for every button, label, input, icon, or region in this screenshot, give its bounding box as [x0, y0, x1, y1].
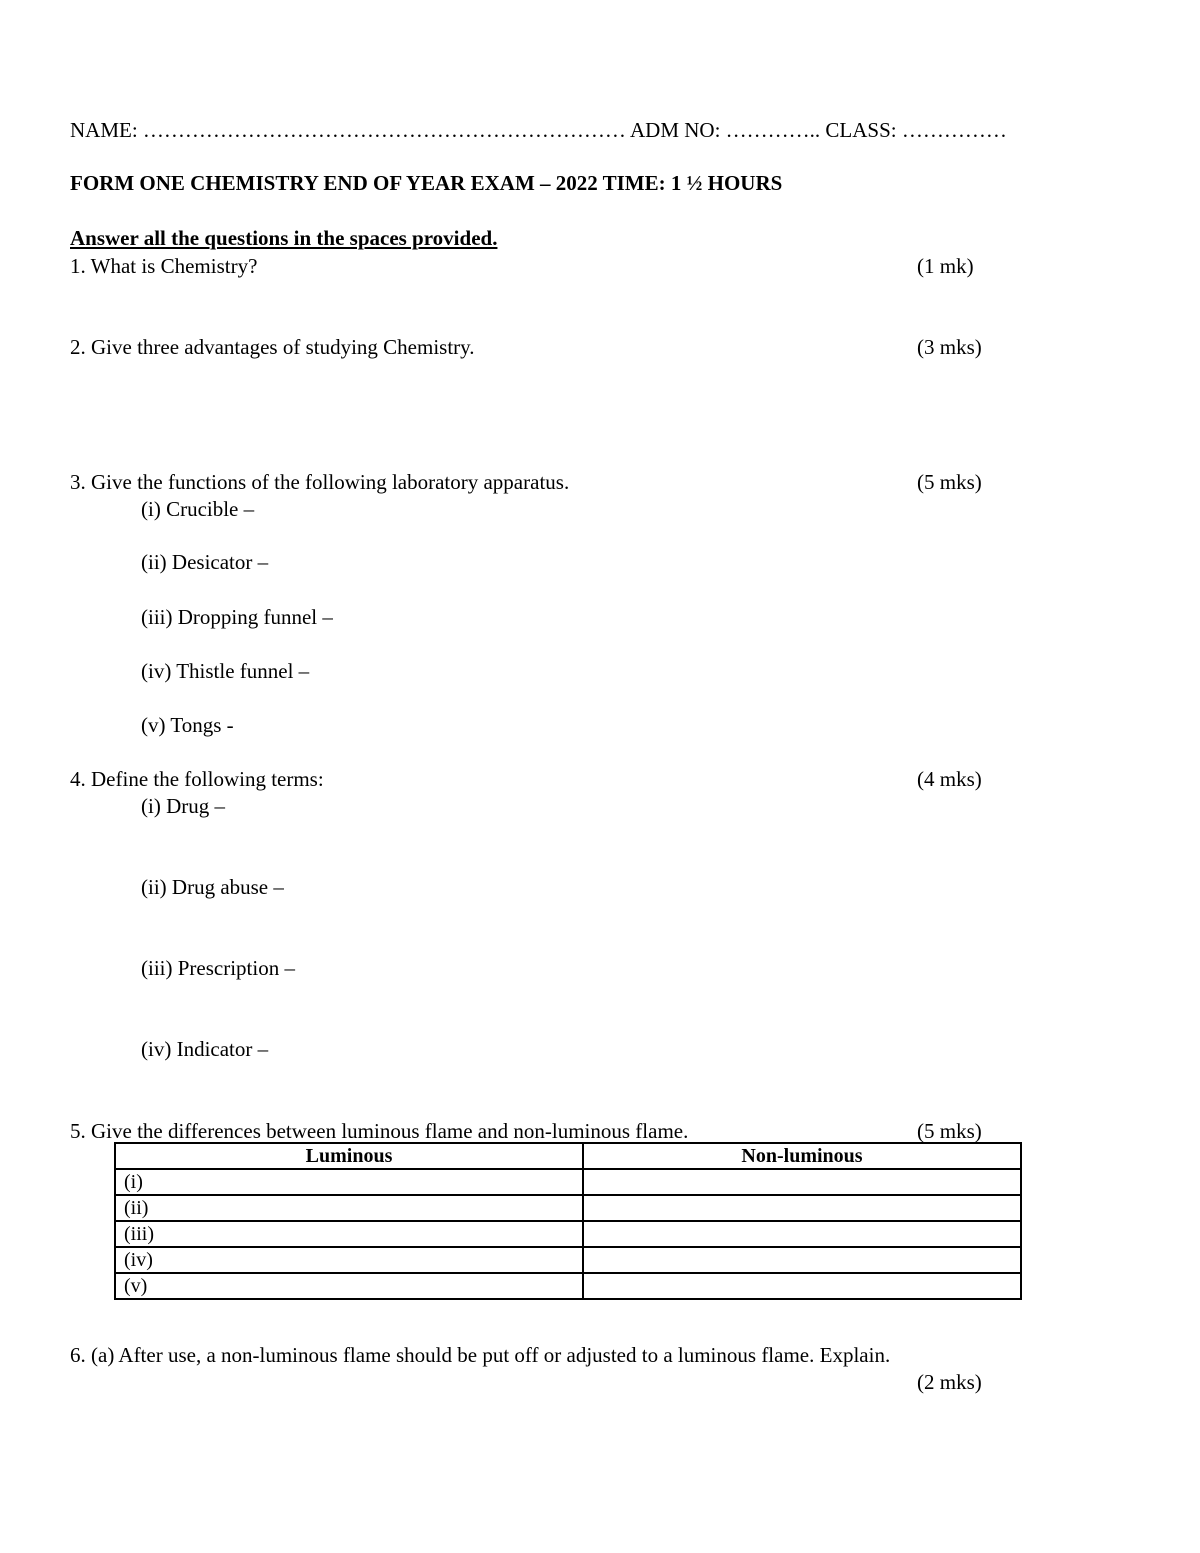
answer-cell[interactable] — [583, 1221, 1021, 1247]
table-row — [115, 1221, 1021, 1247]
question-3-item: (iii) Dropping funnel – — [141, 605, 333, 629]
table-row — [115, 1195, 1021, 1221]
answer-cell[interactable] — [583, 1169, 1021, 1195]
question-5-marks: (5 mks) — [917, 1119, 982, 1143]
answer-cell[interactable] — [583, 1273, 1021, 1299]
answer-cell[interactable] — [583, 1195, 1021, 1221]
question-4-item: (i) Drug – — [141, 794, 225, 818]
column-header-non-luminous: Non-luminous — [583, 1143, 1021, 1169]
question-4: 4. Define the following terms: — [70, 767, 324, 791]
table-cell: (ii) — [115, 1195, 583, 1221]
table-cell: (v) — [115, 1273, 583, 1299]
table-cell: (iv) — [115, 1247, 583, 1273]
table-row — [115, 1247, 1021, 1273]
answer-cell[interactable] — [583, 1247, 1021, 1273]
question-4-marks: (4 mks) — [917, 767, 982, 791]
question-4-item: (iii) Prescription – — [141, 956, 295, 980]
question-3-marks: (5 mks) — [917, 470, 982, 494]
question-5: 5. Give the differences between luminous flame and non-luminous flame. — [70, 1119, 689, 1143]
table-cell: (iii) — [115, 1221, 583, 1247]
question-4-item: (iv) Indicator – — [141, 1037, 269, 1061]
question-4-item: (ii) Drug abuse – — [141, 875, 284, 899]
question-2: 2. Give three advantages of studying Chemistry. — [70, 335, 475, 359]
table-cell: (i) — [115, 1169, 583, 1195]
table-row — [115, 1169, 1021, 1195]
question-3-item: (i) Crucible – — [141, 497, 255, 521]
question-3-item: (v) Tongs - — [141, 713, 234, 737]
question-3: 3. Give the functions of the following laboratory apparatus. — [70, 470, 570, 494]
question-3-item: (iv) Thistle funnel – — [141, 659, 310, 683]
question-2-marks: (3 mks) — [917, 335, 982, 359]
question-6a-marks: (2 mks) — [917, 1370, 982, 1394]
flame-comparison-table — [114, 1142, 1022, 1300]
table-header-row — [115, 1143, 1021, 1169]
question-6a: 6. (a) After use, a non-luminous flame should be put off or adjusted to a luminous flame. Explain. — [70, 1343, 891, 1367]
table-row — [115, 1273, 1021, 1299]
student-details-line: NAME: …………………………………………………………… ADM NO: ………….. CLASS: …………… — [70, 118, 1007, 142]
question-1-marks: (1 mk) — [917, 254, 974, 278]
question-1: 1. What is Chemistry? — [70, 254, 258, 278]
instructions: Answer all the questions in the spaces provided. — [70, 226, 498, 250]
column-header-luminous: Luminous — [115, 1143, 583, 1169]
question-3-item: (ii) Desicator – — [141, 550, 269, 574]
exam-title: FORM ONE CHEMISTRY END OF YEAR EXAM – 2022 TIME: 1 ½ HOURS — [70, 171, 783, 195]
